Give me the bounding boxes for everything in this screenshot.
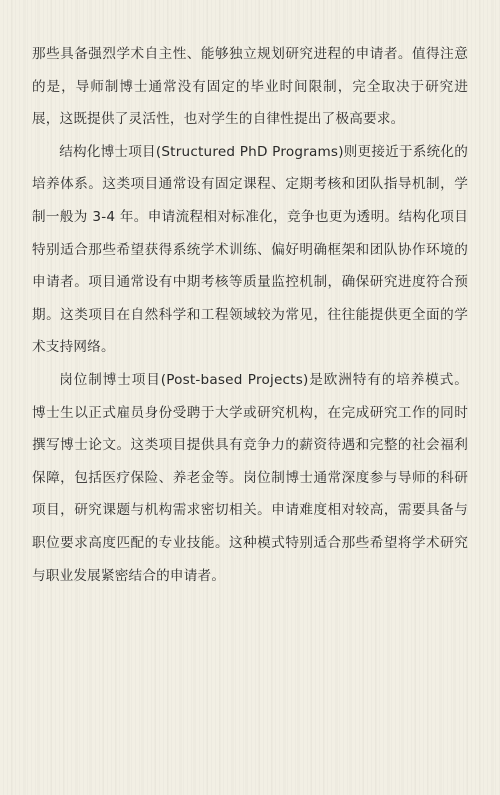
paragraph-supervisor-model-continued: 那些具备强烈学术自主性、能够独立规划研究进程的申请者。值得注意的是，导师制博士通常没有固定的毕业时间限制，完全取决于研究进展，这既提供了灵活性，也对学生的自律性提出了极高要求。 xyxy=(32,46,468,128)
paragraph-structured-phd: 结构化博士项目(Structured PhD Programs)则更接近于系统化的培养体系。这类项目通常设有固定课程、定期考核和团队指导机制，学制一般为 3-4 年。申请流程相对标准化，竞争也更为透明。结构化项目特别适合那些希望获得系统学术训练、偏好明确框架和团队协作环境的申请者。项目通常设有中期考核等质量监控机制，确保研究进度符合预期。这类项目在自然科学和工程领域较为常见，往往能提供更全面的学术支持网络。 xyxy=(32,143,468,356)
paragraph-post-based-phd: 岗位制博士项目(Post-based Projects)是欧洲特有的培养模式。博士生以正式雇员身份受聘于大学或研究机构，在完成研究工作的同时撰写博士论文。这类项目提供具有竞争力的薪资待遇和完整的社会福利保障，包括医疗保险、养老金等。岗位制博士通常深度参与导师的科研项目，研究课题与机构需求密切相关。申请难度相对较高，需要具备与职位要求高度匹配的专业技能。这种模式特别适合那些希望将学术研究与职业发展紧密结合的申请者。 xyxy=(32,371,468,584)
